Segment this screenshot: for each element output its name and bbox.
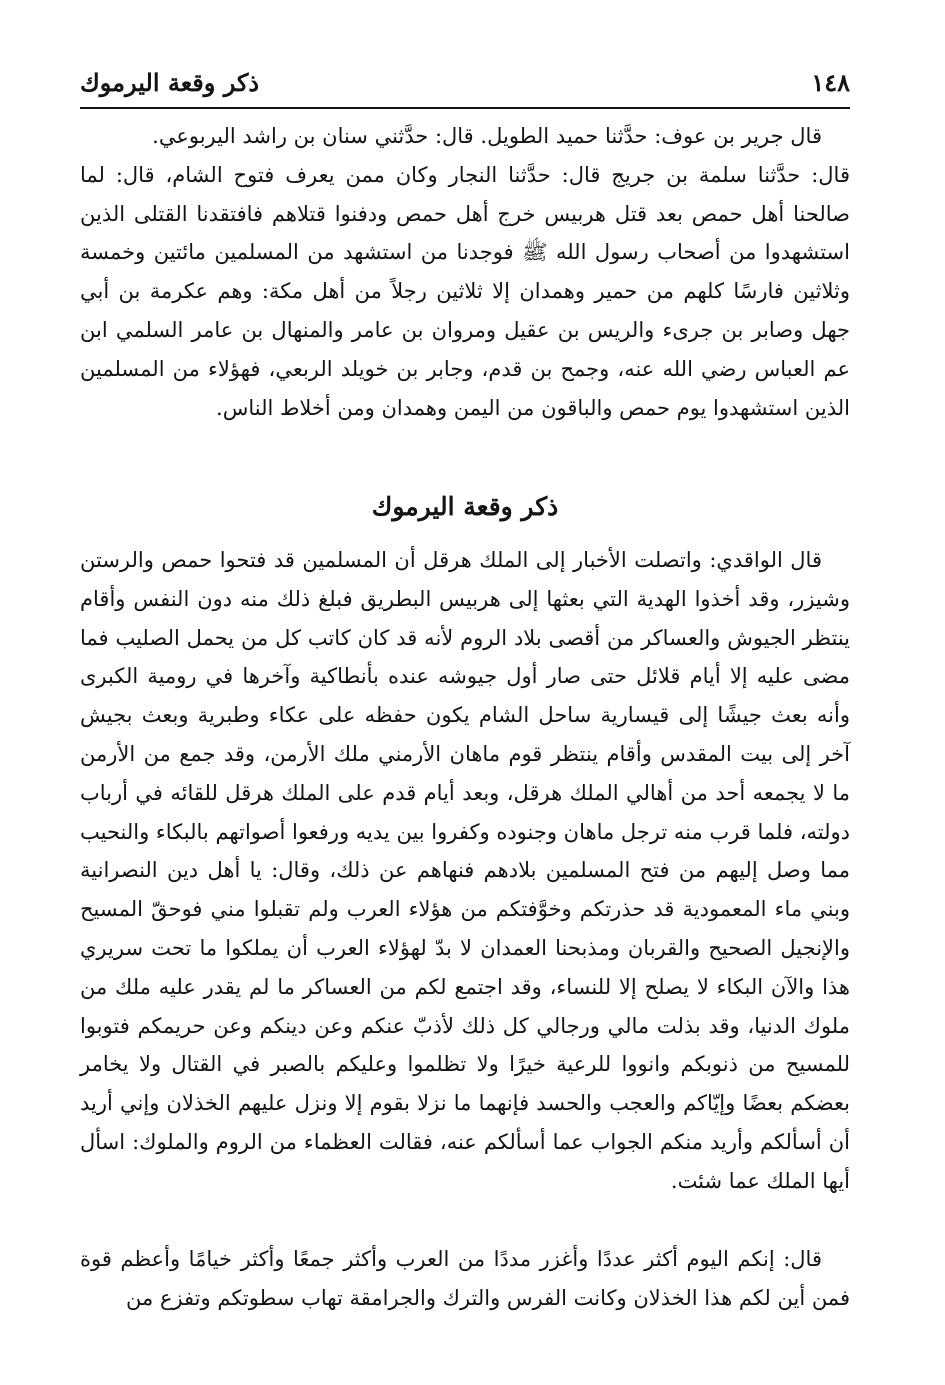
paragraph-martyrs-of-homs: قال: حدَّثنا سلمة بن جريج قال: حدَّثنا النجار وكان ممن يعرف فتوح الشام، قال: لما صالحنا أهل حمص بعد قتل هربيس خرج أهل حمص ودفنوا قتلاهم فافتقدنا القتلى الذين استشهدوا من أصحاب رسول الله ﷺ فوجدنا من استشهد من المسلمين مائتين وخمسة وثلاثين فارسًا كلهم من حمير وهمدان إلا ثلاثين رجلاً من أهل مكة: وهم عكرمة بن أبي جهل وصابر بن جرىء والريس بن عقيل ومروان بن عامر والمنهال بن عامر السلمي ابن عم العباس رضي الله عنه، وجمح بن قدم، وجابر بن خويلد الربعي، فهؤلاء من المسلمين الذين استشهدوا يوم حمص والباقون من اليمن وهمدان ومن أخلاط الناس.	[80, 162, 850, 420]
text-block-chain-of-narration	[80, 117, 850, 427]
text-block-continuation	[80, 1240, 850, 1318]
header-divider	[80, 107, 850, 109]
paragraph-narration-chain: قال جرير بن عوف: حدَّثنا حميد الطويل. قال: حدَّثني سنان بن راشد اليربوعي.	[152, 124, 822, 148]
page-header	[80, 62, 850, 102]
paragraph-continuation: قال: إنكم اليوم أكثر عددًا وأغزر مددًا من العرب وأكثر جمعًا وأكثر خيامًا وأعظم قوة فمن أين لكم هذا الخذلان وكانت الفرس والترك والجرامقة تهاب سطوتكم وتفزع من	[80, 1247, 850, 1310]
page-number: ١٤٨	[811, 67, 850, 97]
section-title: ذكر وقعة اليرموك	[371, 492, 559, 521]
text-block-heraclius-speech	[80, 541, 850, 1201]
running-title: ذكر وقعة اليرموك	[80, 67, 260, 97]
paragraph-heraclius-speech: قال الواقدي: واتصلت الأخبار إلى الملك هرقل أن المسلمين قد فتحوا حمص والرستن وشيزر، وقد أخذوا الهدية التي بعثها إلى هربيس البطريق فبلغ ذلك منه دون النفس وأقام ينتظر الجيوش والعساكر من أقصى بلاد الروم لأنه قد كان كاتب كل من يحمل الصليب فما مضى عليه إلا أيام قلائل حتى صار أول جيوشه عنده بأنطاكية وآخرها في رومية الكبرى وأنه بعث جيشًا إلى قيسارية ساحل الشام يكون حفظه على عكاء وطبرية وبعث بجيش آخر إلى بيت المقدس وأقام ينتظر قوم ماهان الأرمني ملك الأرمن، وقد جمع من الأرمن ما لا يجمعه أحد من أهالي الملك هرقل، وبعد أيام قدم على الملك هرقل للقائه في أرباب دولته، فلما قرب منه ترجل ماهان وجنوده وكفروا بين يديه ورفعوا أصواتهم بالبكاء والنحيب مما وصل إليهم من فتح المسلمين بلادهم فنهاهم عن ذلك، وقال: يا أهل دين النصرانية وبني ماء المعمودية قد حذرتكم وخوَّفتكم من هؤلاء العرب ولم تقبلوا مني فوحقّ المسيح والإنجيل الصحيح والقربان ومذبحنا العمدان لا بدّ لهؤلاء العرب أن يملكوا ما تحت سريري هذا والآن البكاء لا يصلح إلا للنساء، وقد اجتمع لكم من العساكر ما لم يقدر عليه ملك من ملوك الدنيا، وقد بذلت مالي ورجالي كل ذلك لأذبّ عنكم وعن دينكم وعن حريمكم فتوبوا للمسيح من ذنوبكم وانووا للرعية خيرًا ولا تظلموا وعليكم بالصبر في القتال ولا يخامر بعضكم بعضًا وإيّاكم والعجب والحسد فإنهما ما نزلا بقوم إلا ونزل عليهم الخذلان وإني أريد أن أسألكم وأريد منكم الجواب عما أسألكم عنه، فقالت العظماء من الروم والملوك: اسأل أيها الملك عما شئت.	[80, 548, 850, 1193]
